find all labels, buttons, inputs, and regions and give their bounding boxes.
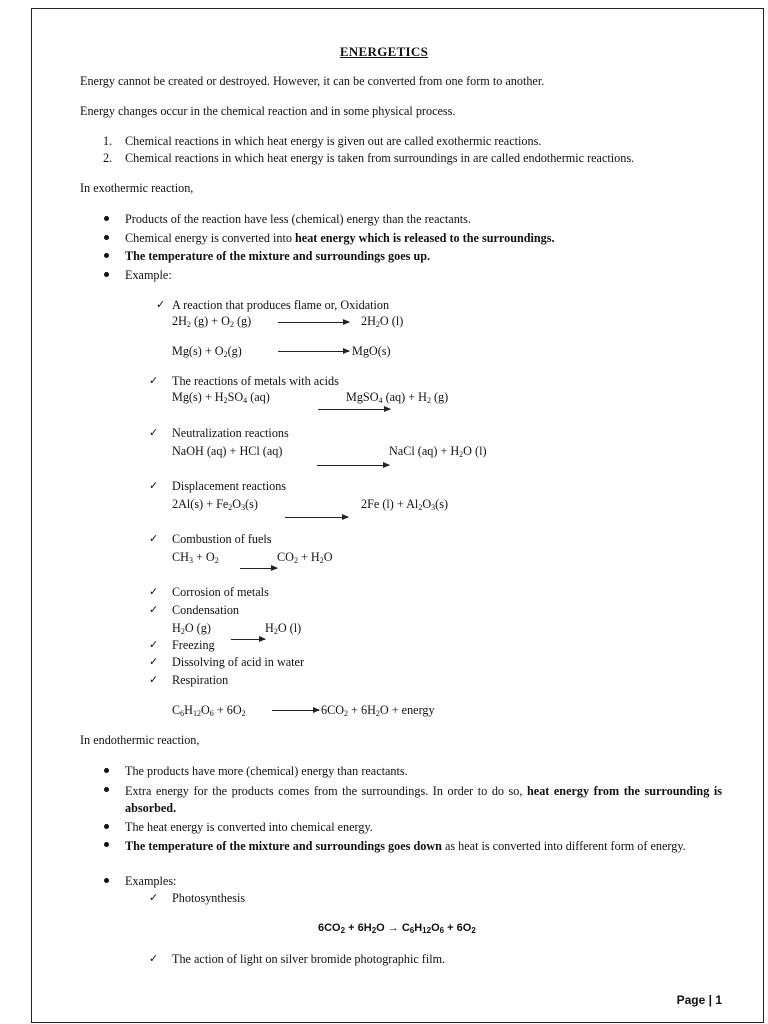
subscript: 12 [192,709,201,718]
subscript: 6 [209,709,214,718]
eq-text: (g) [233,314,252,328]
eq-text: + 6H [348,703,376,717]
endo-bullet-4-text: as heat is converted into different form of energy. [441,839,686,853]
subscript: 2 [459,450,464,459]
endo-bullet-2 [125,783,722,817]
eq-text: O + energy [379,703,435,717]
bullet-icon [104,272,109,277]
eq-text: NaCl (aq) + H [389,444,460,458]
exo-example-neutralization: Neutralization reactions [172,426,289,440]
check-icon: ✓ [149,673,159,686]
subscript: 6 [180,709,185,718]
eq-text: (g) [430,390,449,404]
subscript: 6 [409,926,415,935]
page-title: ENERGETICS [339,44,429,59]
bullet-icon [104,878,109,883]
subscript: 2 [293,556,298,565]
definition-exothermic: Chemical reactions in which heat energy is given out are called exothermic reactions. [125,134,542,148]
equation-metal-acid-reactants [172,391,270,403]
subscript: 2 [375,709,380,718]
eq-text: C [172,703,181,717]
equation-neutralization-reactants: NaOH (aq) + HCl (aq) [172,444,283,458]
eq-text: CO [277,550,294,564]
check-icon: ✓ [149,585,159,598]
eq-text: + 6O [444,922,472,934]
equation-magnesium-products: MgO(s) [352,344,391,358]
eq-text: (g) [227,344,242,358]
subscript: 2 [229,320,234,329]
eq-text: O [323,550,333,564]
eq-text: Mg(s) + H [172,390,224,404]
equation-respiration-products [321,704,435,716]
eq-text: H [172,621,181,635]
equation-oxidation-products [361,315,403,327]
eq-text: H [184,703,193,717]
subscript: 2 [418,503,423,512]
eq-text: + H [297,550,320,564]
exo-bullet-2-text: Chemical energy is converted into [125,231,296,245]
subscript: 2 [273,627,278,636]
reaction-arrow-icon [240,568,277,569]
eq-text: 2Fe (l) + Al [361,497,419,511]
definition-number-2: 2. [103,151,113,165]
endo-example-silver-bromide: The action of light on silver bromide photographic film. [172,952,446,966]
endo-bullet-1: The products have more (chemical) energy than reactants. [125,764,408,778]
eq-text: SO [227,390,244,404]
exo-bullet-2-bold: heat energy which is released to the surroundings. [295,231,555,245]
reaction-arrow-icon [317,465,389,466]
eq-text: C [398,922,410,934]
eq-text: O [200,703,210,717]
exo-bullet-1: Products of the reaction have less (chemical) energy than the reactants. [125,212,471,226]
exo-bullet-2 [125,232,555,244]
check-icon: ✓ [149,655,159,668]
subscript: 2 [223,350,228,359]
check-icon: ✓ [149,374,159,387]
reaction-arrow-icon [278,322,349,323]
exo-example-condensation: Condensation [172,603,240,617]
bullet-icon [104,824,109,829]
eq-text: 6CO [318,922,341,934]
definition-endothermic: Chemical reactions in which heat energy is taken from surroundings in are called endothermic reactions. [125,151,635,165]
exo-example-respiration: Respiration [172,673,229,687]
eq-text: O [431,922,440,934]
intro-paragraph-1: Energy cannot be created or destroyed. However, it can be converted from one form to another. [80,74,545,88]
subscript: 4 [243,396,248,405]
eq-text: (g) + O [190,314,230,328]
bullet-icon [104,216,109,221]
subscript: 2 [214,556,219,565]
exo-example-dissolving-acid: Dissolving of acid in water [172,655,305,669]
eq-text: + 6O [213,703,242,717]
subscript: 3 [431,503,436,512]
equation-neutralization-products [389,445,487,457]
bullet-icon [104,768,109,773]
eq-text: (s) [435,497,449,511]
arrow-right-icon: → [387,922,399,934]
equation-respiration-reactants [172,704,246,716]
eq-text: 2H [361,314,376,328]
subscript: 2 [344,709,349,718]
reaction-arrow-icon [318,409,390,410]
endo-bullet-5: Examples: [125,874,177,888]
eq-text: (s) [245,497,258,511]
bullet-icon [104,253,109,258]
endo-bullet-2-text: Extra energy for the products comes from the surroundings. In order to do so, [125,784,527,798]
subscript: 2 [223,396,228,405]
equation-condensation-products [265,622,301,634]
exo-bullet-4: Example: [125,268,172,282]
check-icon: ✓ [149,479,159,492]
eq-text: O (l) [379,314,404,328]
equation-displacement-reactants [172,498,258,510]
endo-bullet-4-bold: The temperature of the mixture and surroundings goes down [125,839,442,853]
eq-text: H [414,922,423,934]
equation-metal-acid-products [346,391,448,403]
check-icon: ✓ [149,532,159,545]
check-icon: ✓ [149,426,159,439]
check-icon: ✓ [149,891,159,904]
intro-paragraph-2: Energy changes occur in the chemical reaction and in some physical process. [80,104,456,118]
endo-heading: In endothermic reaction, [80,733,200,747]
eq-text: O [422,497,432,511]
exo-example-combustion: Combustion of fuels [172,532,272,546]
subscript: 2 [180,627,185,636]
eq-text: (aq) [247,390,270,404]
eq-text: O (l) [463,444,487,458]
equation-magnesium-reactants [172,345,242,357]
bullet-icon [104,842,109,847]
exo-example-displacement: Displacement reactions [172,479,287,493]
subscript: 6 [439,926,445,935]
equation-combustion-products [277,551,333,563]
check-icon: ✓ [149,952,159,965]
subscript: 2 [228,503,233,512]
eq-text: 2H [172,314,187,328]
exo-example-oxidation: A reaction that produces flame or, Oxidation [172,298,390,312]
eq-text: 6CO [321,703,345,717]
eq-text: + O [192,550,215,564]
check-icon: ✓ [149,638,159,651]
exo-example-metals-acids: The reactions of metals with acids [172,374,339,388]
subscript: 12 [422,926,432,935]
reaction-arrow-icon [285,517,348,518]
subscript: 2 [371,926,377,935]
check-icon: ✓ [156,298,166,311]
subscript: 2 [186,320,191,329]
bullet-icon [104,235,109,240]
bullet-icon [104,787,109,792]
subscript: 2 [241,709,246,718]
subscript: 3 [188,556,193,565]
eq-text: MgSO [346,390,379,404]
endo-bullet-4 [125,838,722,855]
reaction-arrow-icon [231,639,265,640]
subscript: 4 [378,396,383,405]
equation-condensation-reactants [172,622,211,634]
subscript: 2 [375,320,380,329]
definition-number-1: 1. [103,134,113,148]
exo-example-corrosion: Corrosion of metals [172,585,269,599]
exo-example-freezing: Freezing [172,638,215,652]
subscript: 2 [340,926,346,935]
eq-text: H [265,621,274,635]
equation-oxidation-reactants [172,315,251,327]
eq-text: O [376,922,388,934]
exo-heading: In exothermic reaction, [80,181,194,195]
eq-text: CH [172,550,189,564]
subscript: 2 [426,396,431,405]
eq-text: O (l) [277,621,302,635]
eq-text: O (g) [184,621,211,635]
eq-text: O [232,497,242,511]
eq-text: + 6H [345,922,372,934]
eq-text: 2Al(s) + Fe [172,497,229,511]
check-icon: ✓ [149,603,159,616]
endo-bullet-2-bold: heat energy from the surrounding is absorbed. [125,784,722,815]
reaction-arrow-icon [272,710,319,711]
reaction-arrow-icon [278,351,349,352]
eq-text: (aq) + H [382,390,427,404]
eq-text: Mg(s) + O [172,344,224,358]
subscript: 3 [241,503,246,512]
exo-bullet-3: The temperature of the mixture and surroundings goes up. [125,249,431,263]
page-number: Page | 1 [676,993,722,1007]
equation-photosynthesis [318,923,476,934]
endo-example-photosynthesis: Photosynthesis [172,891,246,905]
equation-displacement-products [361,498,448,510]
subscript: 2 [471,926,476,935]
equation-combustion-reactants [172,551,219,563]
subscript: 2 [319,556,324,565]
endo-bullet-3: The heat energy is converted into chemical energy. [125,820,373,834]
